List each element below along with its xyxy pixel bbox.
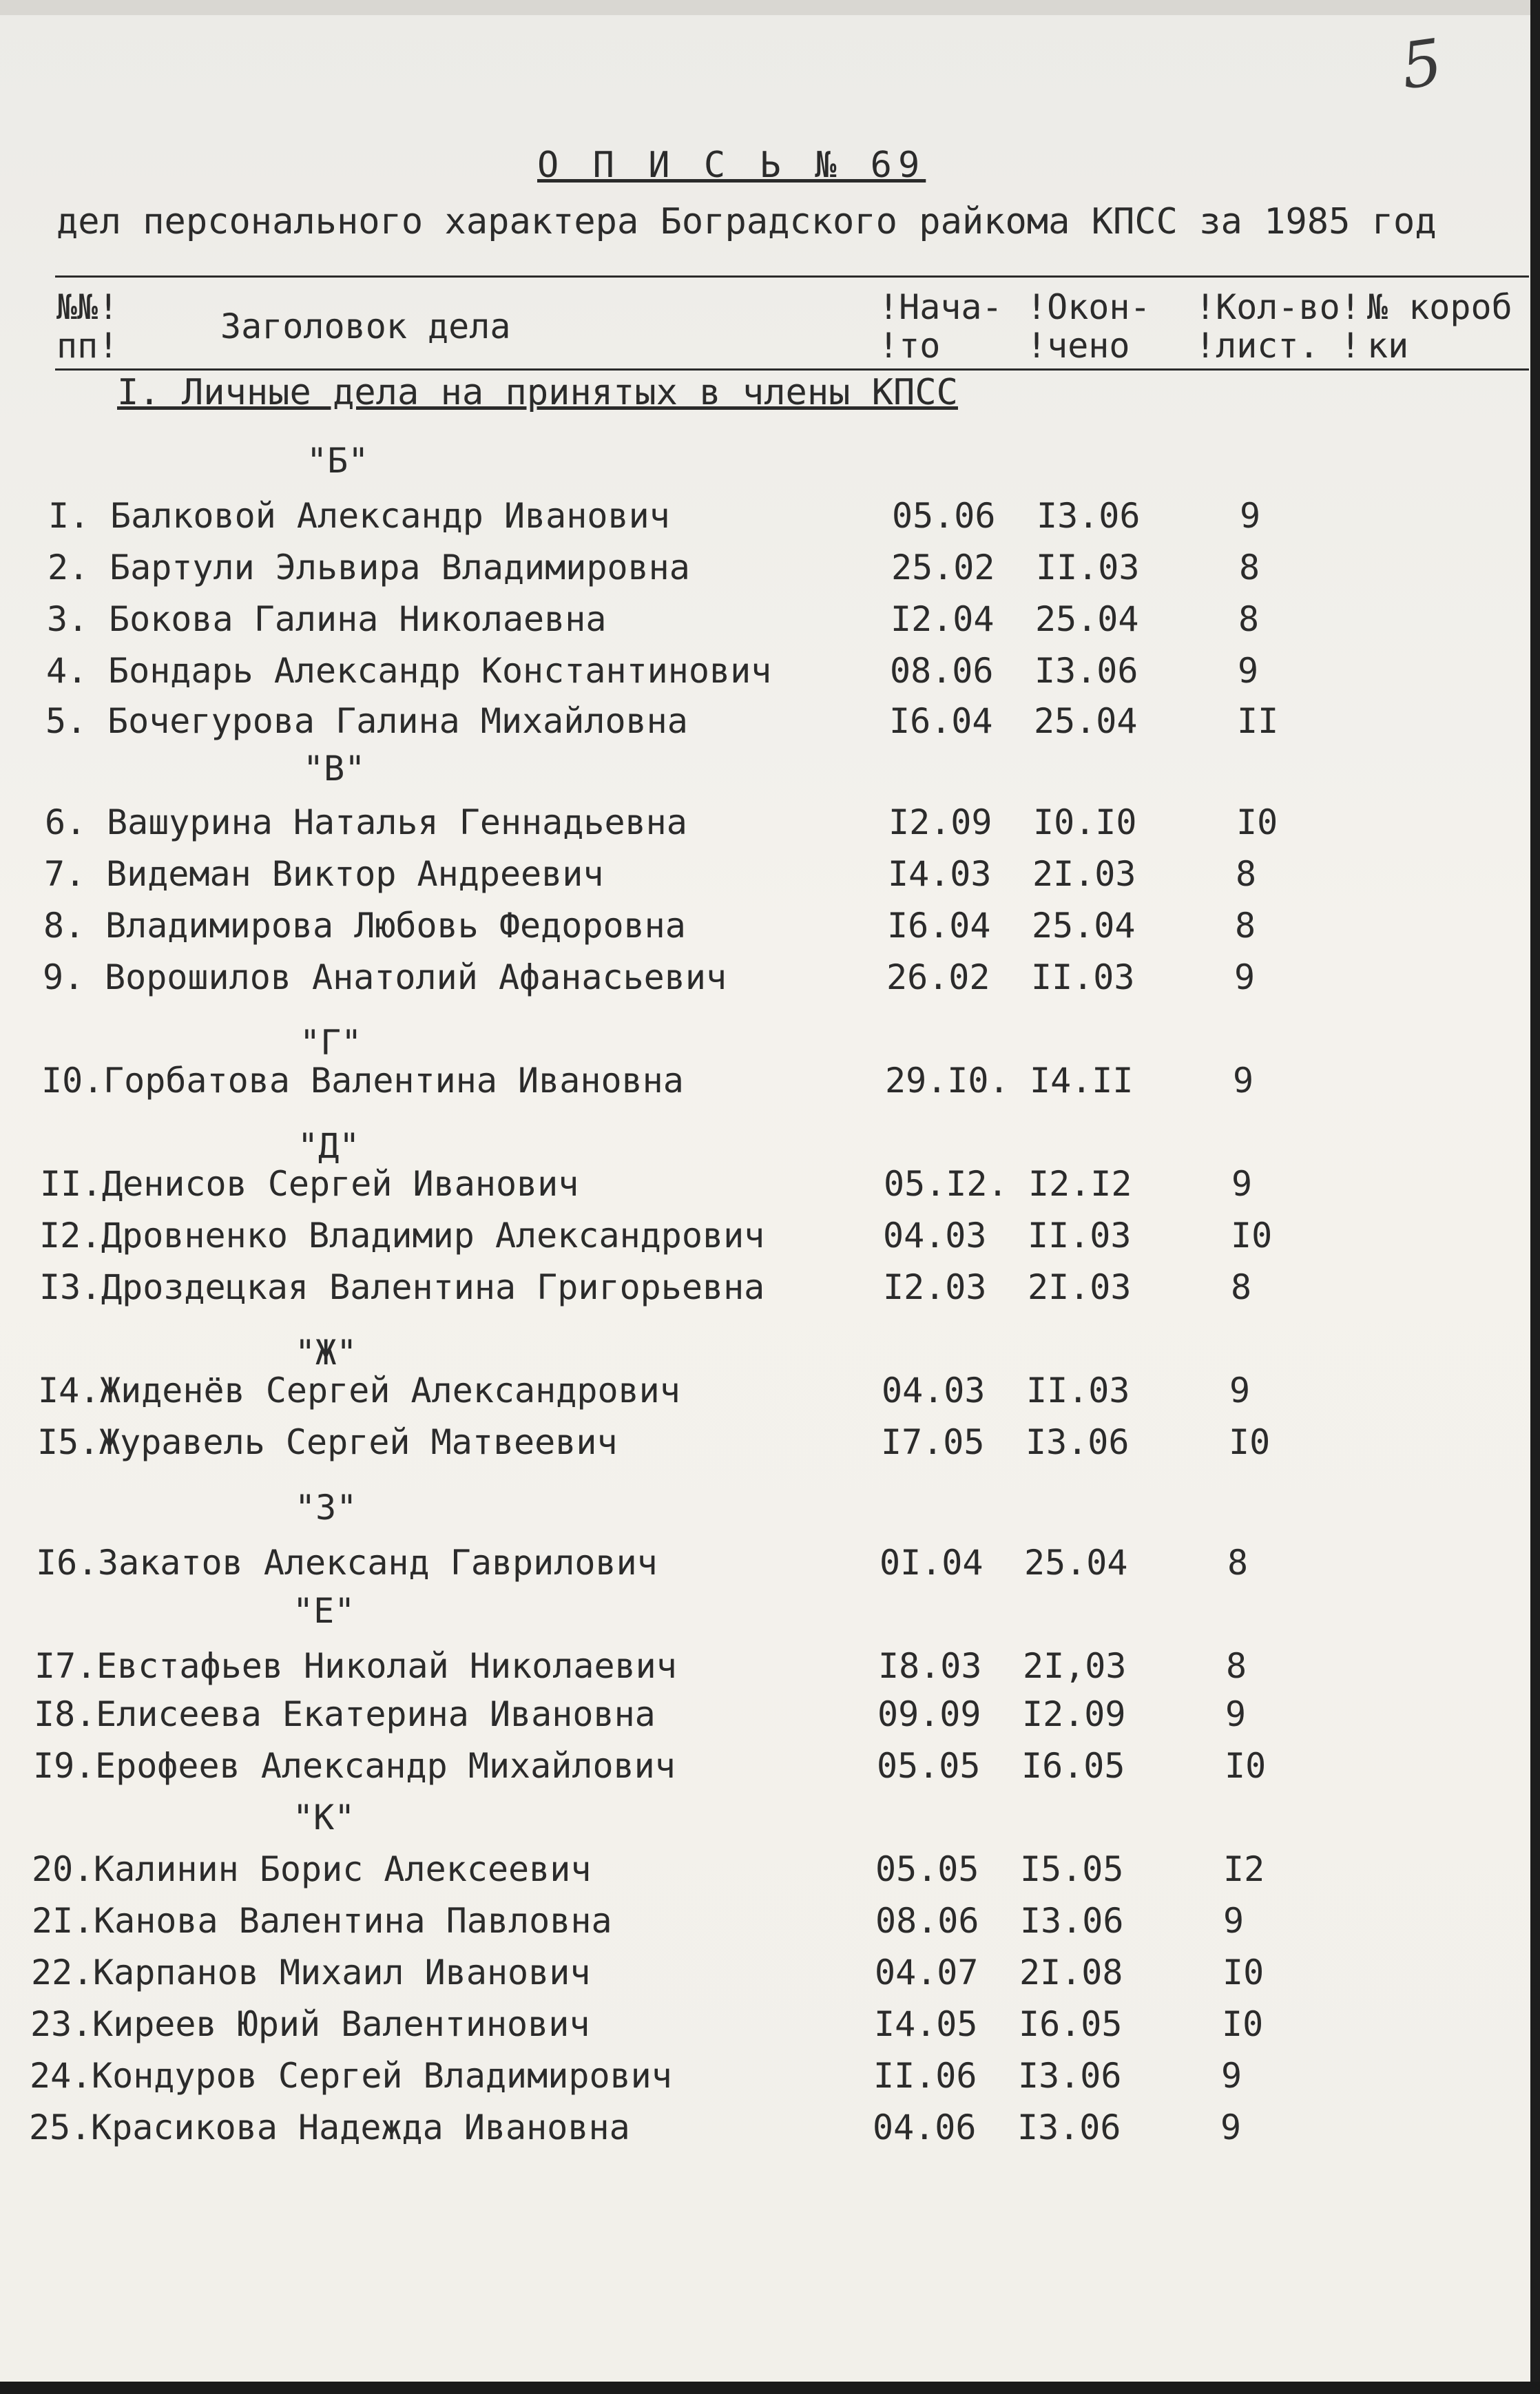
header-rule-bottom bbox=[55, 368, 1529, 371]
record-row bbox=[0, 1267, 1540, 1315]
record-name: Владимирова Любовь Федоровна bbox=[105, 906, 686, 946]
record-sheet-count: 8 bbox=[1235, 906, 1256, 946]
record-name: Бондарь Александр Константинович bbox=[108, 651, 772, 691]
record-name: Киреев Юрий Валентинович bbox=[92, 2004, 590, 2044]
record-name: Журавель Сергей Матвеевич bbox=[99, 1422, 618, 1462]
record-name: Видеман Виктор Андреевич bbox=[106, 854, 604, 894]
record-start-date: 26.02 bbox=[886, 957, 990, 997]
record-name: Ерофеев Александр Михайлович bbox=[95, 1746, 676, 1786]
record-row bbox=[0, 1694, 1540, 1742]
record-name: Бочегурова Галина Михайловна bbox=[107, 701, 688, 741]
record-end-date: 2I,03 bbox=[1023, 1646, 1127, 1686]
group-letter: "Е" bbox=[293, 1591, 355, 1631]
record-row bbox=[0, 701, 1540, 749]
record-start-date: 04.03 bbox=[882, 1371, 986, 1411]
record-sheet-count: I0 bbox=[1229, 1422, 1271, 1462]
record-number: 4. bbox=[46, 651, 88, 691]
record-name: Канова Валентина Павловна bbox=[94, 1901, 612, 1941]
record-row bbox=[0, 2004, 1540, 2052]
record-number: 2. bbox=[48, 548, 90, 587]
document-title: О П И С Ь № 69 bbox=[537, 145, 926, 186]
record-number: I0. bbox=[41, 1061, 104, 1101]
record-number: I4. bbox=[38, 1371, 101, 1411]
record-name: Елисеева Екатерина Ивановна bbox=[96, 1694, 656, 1734]
record-name: Бартули Эльвира Владимировна bbox=[110, 548, 690, 587]
scan-edge-bottom bbox=[0, 2382, 1540, 2394]
record-number: 5. bbox=[45, 701, 87, 741]
record-start-date: 04.06 bbox=[873, 2107, 977, 2147]
record-end-date: II.03 bbox=[1031, 957, 1135, 997]
record-row bbox=[0, 1901, 1540, 1949]
record-end-date: 25.04 bbox=[1032, 906, 1136, 946]
record-name: Балковой Александр Иванович bbox=[110, 496, 670, 536]
record-sheet-count: II bbox=[1237, 701, 1279, 741]
record-row bbox=[0, 599, 1540, 647]
record-end-date: I6.05 bbox=[1021, 1746, 1125, 1786]
record-number: II. bbox=[40, 1164, 103, 1204]
record-end-date: 2I.03 bbox=[1028, 1267, 1132, 1307]
section-title: I. Личные дела на принятых в члены КПСС bbox=[117, 372, 958, 413]
record-start-date: I2.09 bbox=[888, 802, 992, 842]
record-number: 24. bbox=[30, 2056, 92, 2096]
record-number: 25. bbox=[29, 2107, 92, 2147]
record-sheet-count: 8 bbox=[1239, 548, 1260, 587]
group-letter: "З" bbox=[295, 1488, 357, 1528]
record-name: Карпанов Михаил Иванович bbox=[93, 1953, 591, 1992]
record-row bbox=[0, 854, 1540, 902]
record-row bbox=[0, 496, 1540, 544]
record-start-date: 05.06 bbox=[892, 496, 996, 536]
record-number: 8. bbox=[43, 906, 85, 946]
record-row bbox=[0, 1061, 1540, 1109]
header-col-start: !Нача- !то bbox=[878, 287, 1003, 366]
record-row bbox=[0, 1953, 1540, 2001]
record-end-date: 25.04 bbox=[1034, 701, 1138, 741]
record-number: I. bbox=[48, 496, 90, 536]
record-name: Горбатова Валентина Ивановна bbox=[103, 1061, 684, 1101]
record-end-date: I3.06 bbox=[1018, 2056, 1122, 2096]
record-row bbox=[0, 651, 1540, 699]
record-number: I6. bbox=[36, 1543, 98, 1583]
record-name: Денисов Сергей Иванович bbox=[102, 1164, 579, 1204]
record-sheet-count: 9 bbox=[1221, 2056, 1242, 2096]
record-end-date: I2.I2 bbox=[1028, 1164, 1132, 1204]
record-number: 6. bbox=[45, 802, 87, 842]
document-subtitle: дел персонального характера Боградского райкома КПСС за 1985 год bbox=[56, 201, 1437, 242]
record-start-date: I2.03 bbox=[883, 1267, 987, 1307]
record-end-date: I0.I0 bbox=[1033, 802, 1137, 842]
record-sheet-count: I2 bbox=[1223, 1849, 1265, 1889]
record-row bbox=[0, 1543, 1540, 1591]
record-sheet-count: I0 bbox=[1231, 1216, 1273, 1256]
record-end-date: I3.06 bbox=[1020, 1901, 1124, 1941]
record-name: Евстафьев Николай Николаевич bbox=[96, 1646, 677, 1686]
record-end-date: I3.06 bbox=[1017, 2107, 1121, 2147]
record-row bbox=[0, 802, 1540, 851]
record-sheet-count: 8 bbox=[1226, 1646, 1247, 1686]
record-sheet-count: 9 bbox=[1231, 1164, 1253, 1204]
record-start-date: 04.03 bbox=[883, 1216, 987, 1256]
record-sheet-count: 8 bbox=[1231, 1267, 1252, 1307]
record-sheet-count: 8 bbox=[1236, 854, 1257, 894]
record-end-date: I3.06 bbox=[1026, 1422, 1130, 1462]
record-row bbox=[0, 1422, 1540, 1470]
scan-edge-top bbox=[0, 0, 1540, 15]
record-end-date: II.03 bbox=[1026, 1371, 1130, 1411]
record-start-date: II.06 bbox=[873, 2056, 977, 2096]
record-row bbox=[0, 1646, 1540, 1694]
record-number: 9. bbox=[43, 957, 85, 997]
record-sheet-count: I0 bbox=[1236, 802, 1278, 842]
record-start-date: 08.06 bbox=[875, 1901, 979, 1941]
record-name: Кондуров Сергей Владимирович bbox=[92, 2056, 672, 2096]
record-start-date: 0I.04 bbox=[880, 1543, 984, 1583]
record-sheet-count: 9 bbox=[1233, 1061, 1254, 1101]
record-name: Дровненко Владимир Александрович bbox=[101, 1216, 765, 1256]
record-row bbox=[0, 2107, 1540, 2156]
record-end-date: I2.09 bbox=[1022, 1694, 1126, 1734]
header-col-box: № короб ки bbox=[1367, 287, 1512, 366]
record-number: 23. bbox=[30, 2004, 93, 2044]
record-end-date: 2I.03 bbox=[1032, 854, 1136, 894]
record-number: 22. bbox=[31, 1953, 94, 1992]
record-sheet-count: 8 bbox=[1238, 599, 1260, 639]
record-sheet-count: 9 bbox=[1234, 957, 1256, 997]
record-number: I5. bbox=[37, 1422, 100, 1462]
record-sheet-count: 9 bbox=[1238, 651, 1259, 691]
record-name: Бокова Галина Николаевна bbox=[109, 599, 607, 639]
record-row bbox=[0, 2056, 1540, 2104]
record-start-date: I7.05 bbox=[881, 1422, 985, 1462]
group-letter: "Г" bbox=[300, 1023, 362, 1063]
record-row bbox=[0, 1746, 1540, 1794]
record-sheet-count: I0 bbox=[1222, 2004, 1264, 2044]
record-number: 20. bbox=[32, 1849, 94, 1889]
record-row bbox=[0, 548, 1540, 596]
record-sheet-count: 8 bbox=[1227, 1543, 1249, 1583]
record-start-date: 08.06 bbox=[890, 651, 994, 691]
record-end-date: I6.05 bbox=[1019, 2004, 1123, 2044]
record-sheet-count: 9 bbox=[1229, 1371, 1251, 1411]
record-end-date: 25.04 bbox=[1024, 1543, 1128, 1583]
record-start-date: 05.05 bbox=[875, 1849, 979, 1889]
record-number: I2. bbox=[39, 1216, 102, 1256]
header-col-title: Заголовок дела bbox=[220, 306, 511, 346]
record-sheet-count: 9 bbox=[1223, 1901, 1245, 1941]
record-row bbox=[0, 957, 1540, 1006]
record-sheet-count: 9 bbox=[1240, 496, 1261, 536]
record-number: 7. bbox=[44, 854, 86, 894]
record-start-date: 05.I2. bbox=[884, 1164, 1008, 1204]
record-name: Жиденёв Сергей Александрович bbox=[100, 1371, 680, 1411]
record-sheet-count: 9 bbox=[1220, 2107, 1242, 2147]
header-col-count: !Кол-во! !лист. ! bbox=[1195, 287, 1361, 366]
group-letter: "В" bbox=[303, 749, 366, 789]
record-end-date: I4.II bbox=[1030, 1061, 1134, 1101]
group-letter: "Д" bbox=[298, 1126, 360, 1166]
record-end-date: 2I.08 bbox=[1019, 1953, 1123, 1992]
header-col-end: !Окон- !чено bbox=[1026, 287, 1151, 366]
record-number: I8. bbox=[34, 1694, 96, 1734]
record-end-date: I5.05 bbox=[1020, 1849, 1124, 1889]
record-name: Закатов Александ Гаврилович bbox=[98, 1543, 658, 1583]
record-row bbox=[0, 906, 1540, 954]
record-row bbox=[0, 1216, 1540, 1264]
record-row bbox=[0, 1371, 1540, 1419]
record-name: Вашурина Наталья Геннадьевна bbox=[107, 802, 687, 842]
record-end-date: I3.06 bbox=[1037, 496, 1141, 536]
record-number: 2I. bbox=[32, 1901, 94, 1941]
header-col-num: №№! пп! bbox=[56, 287, 119, 366]
header-rule-top bbox=[55, 275, 1529, 278]
record-number: 3. bbox=[47, 599, 89, 639]
record-start-date: I2.04 bbox=[891, 599, 995, 639]
record-number: I7. bbox=[34, 1646, 97, 1686]
record-name: Дроздецкая Валентина Григорьевна bbox=[101, 1267, 765, 1307]
record-name: Красикова Надежда Ивановна bbox=[91, 2107, 630, 2147]
record-name: Ворошилов Анатолий Афанасьевич bbox=[105, 957, 727, 997]
record-name: Калинин Борис Алексеевич bbox=[94, 1849, 592, 1889]
record-row bbox=[0, 1164, 1540, 1212]
record-start-date: I8.03 bbox=[878, 1646, 982, 1686]
record-start-date: 04.07 bbox=[875, 1953, 979, 1992]
record-end-date: 25.04 bbox=[1035, 599, 1139, 639]
record-number: I9. bbox=[33, 1746, 96, 1786]
record-sheet-count: I0 bbox=[1222, 1953, 1265, 1992]
record-start-date: 09.09 bbox=[877, 1694, 981, 1734]
record-start-date: I6.04 bbox=[889, 701, 993, 741]
record-end-date: I3.06 bbox=[1034, 651, 1138, 691]
group-letter: "К" bbox=[293, 1798, 355, 1838]
record-start-date: I4.03 bbox=[888, 854, 992, 894]
record-sheet-count: I0 bbox=[1225, 1746, 1267, 1786]
record-start-date: I4.05 bbox=[874, 2004, 978, 2044]
record-start-date: 25.02 bbox=[891, 548, 995, 587]
record-row bbox=[0, 1849, 1540, 1897]
record-number: I3. bbox=[39, 1267, 102, 1307]
record-start-date: 29.I0. bbox=[885, 1061, 1010, 1101]
record-end-date: II.03 bbox=[1028, 1216, 1132, 1256]
record-sheet-count: 9 bbox=[1225, 1694, 1247, 1734]
record-start-date: I6.04 bbox=[887, 906, 991, 946]
group-letter: "Ж" bbox=[295, 1333, 357, 1373]
record-start-date: 05.05 bbox=[877, 1746, 981, 1786]
group-letter: "Б" bbox=[306, 441, 369, 481]
record-end-date: II.03 bbox=[1036, 548, 1140, 587]
page-number: 5 bbox=[1396, 25, 1447, 104]
